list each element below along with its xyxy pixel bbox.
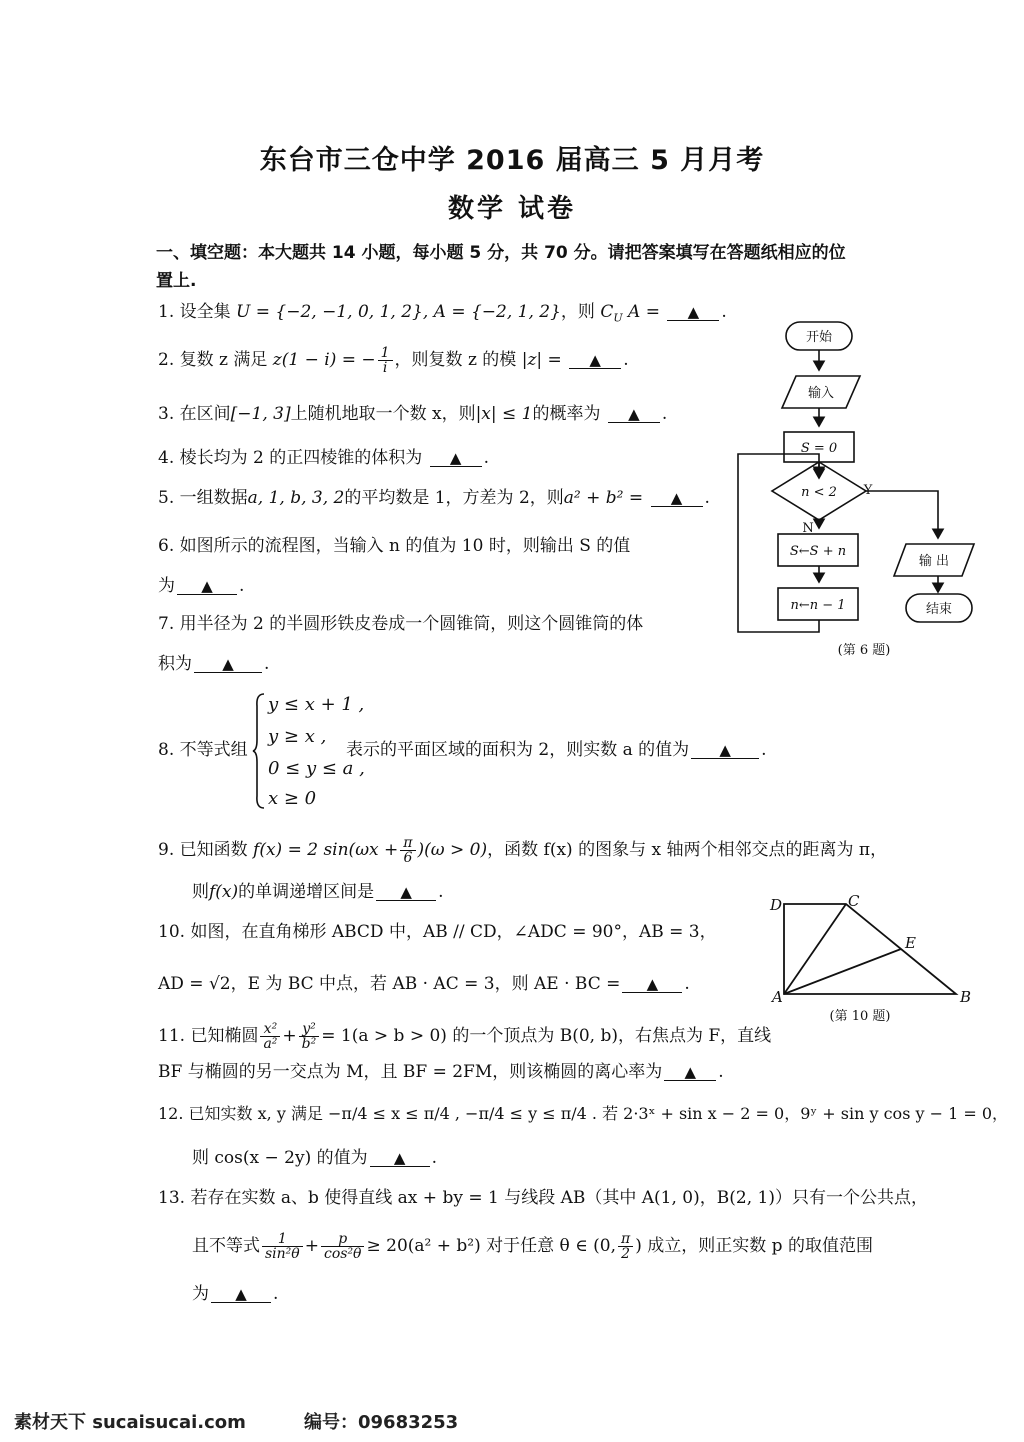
q9-line1b: ，函数 f(x) 的图象与 x 轴两个相邻交点的距离为 π，	[487, 840, 888, 860]
flow-cond-label: n < 2	[801, 485, 837, 500]
q13-line2c: ) 成立，则正实数 p 的取值范围	[635, 1236, 873, 1256]
question-10-line2: AD = √2，E 为 BC 中点，若 AB · AC = 3，则 AE · BC = ▲ .	[158, 974, 690, 994]
q11-d2: b²	[301, 1036, 317, 1052]
q8-constraint-1: y ≤ x + 1 ,	[268, 694, 365, 715]
q5-math: a, 1, b, 3, 2	[247, 488, 345, 508]
q13-line3-text: 为	[192, 1284, 209, 1304]
answer-blank-5[interactable]: ▲	[651, 491, 703, 507]
flow-init-label: S = 0	[800, 441, 838, 456]
q2-after: ，则复数 z 的模	[394, 350, 517, 370]
question-12-line1: 12. 已知实数 x, y 满足 −π/4 ≤ x ≤ π/4 , −π/4 ≤ y ≤ π/4 . 若 2·3ˣ + sin x − 2 = 0，9ʸ + sin y cos y − 1 = 0，	[158, 1104, 1009, 1123]
q3-after: 上随机地取一个数 x，则	[290, 404, 476, 424]
point-C-label: C	[848, 892, 860, 910]
q13-line2b: ≥ 20(a² + b²) 对于任意 θ ∈ (0,	[366, 1236, 617, 1256]
section-instructions-line2: 置上.	[156, 271, 197, 291]
q1-sub: U	[613, 311, 623, 325]
answer-blank-3[interactable]: ▲	[608, 407, 660, 423]
q5-math2: a² + b² =	[563, 488, 644, 508]
question-6-line2: 为 ▲ .	[158, 576, 245, 596]
question-7-line2: 积为 ▲ .	[158, 654, 270, 674]
flow-input-label: 输入	[807, 386, 835, 401]
trapezoid-figure	[764, 892, 984, 1026]
question-9-line2: 则f(x)的单调递增区间是 ▲ .	[192, 882, 444, 902]
question-13-line1: 13. 若存在实数 a、b 使得直线 ax + by = 1 与线段 AB（其中 A(1, 0)，B(2, 1)）只有一个公共点，	[158, 1188, 928, 1208]
flow-no-label: N	[802, 521, 814, 536]
q12-line2-text: 则 cos(x − 2y) 的值为	[192, 1148, 368, 1168]
question-13-line2: 且不等式 $\frac{1}{\text{sin²θ}}$ + $\frac{p}{\text{cos²θ}}$ ≥ 20(a² + b²) 对于任意 θ ∈ (0, $\frac{\pi}{2}$ ) 成立，则正实数 p 的取值范围	[192, 1231, 873, 1262]
question-4: 4. 棱长均为 2 的正四棱锥的体积为 ▲ .	[158, 448, 490, 468]
point-E-label: E	[905, 934, 916, 952]
flow-start-label: 开始	[805, 330, 833, 345]
question-11-line2: BF 与椭圆的另一交点为 M，且 BF = 2FM，则该椭圆的离心率为 ▲ .	[158, 1062, 724, 1082]
point-A-label: A	[772, 988, 783, 1006]
question-13-line3: 为 ▲ .	[192, 1284, 279, 1304]
q9-line1a: 9. 已知函数	[158, 840, 248, 860]
diagonal-AC	[784, 904, 846, 994]
question-6-line1: 6. 如图所示的流程图，当输入 n 的值为 10 时，则输出 S 的值	[158, 536, 631, 556]
flow-step1-label: S←S + n	[789, 544, 847, 559]
answer-blank-4[interactable]: ▲	[430, 451, 482, 467]
q7-line2-text: 积为	[158, 654, 192, 674]
answer-blank-7[interactable]: ▲	[194, 657, 262, 673]
flow-output-label: 输 出	[918, 554, 950, 569]
q1-math: U = {−2, −1, 0, 1, 2}, A = {−2, 1, 2}	[236, 302, 561, 322]
flow-step2-label: n←n − 1	[790, 598, 846, 613]
q9-math2: f(x)	[209, 882, 239, 902]
figure10-caption: (第 10 题)	[829, 1009, 891, 1024]
q13-d1: sin²θ	[265, 1246, 300, 1262]
q13-n2: p	[321, 1232, 365, 1247]
q2-num: 1	[378, 346, 393, 361]
segment-AE	[784, 949, 901, 994]
point-D-label: D	[770, 896, 783, 914]
answer-blank-6[interactable]: ▲	[177, 579, 237, 595]
q13-line2a: 且不等式	[192, 1236, 260, 1256]
q5-after: 的平均数是 1，方差为 2，则	[344, 488, 564, 508]
answer-blank-12[interactable]: ▲	[370, 1151, 430, 1167]
answer-blank-11[interactable]: ▲	[664, 1065, 716, 1081]
page-subtitle: 数学 试卷	[447, 194, 577, 224]
q8-after: 表示的平面区域的面积为 2，则实数 a 的值为	[346, 740, 690, 760]
section-instructions-line1: 一、填空题：本大题共 14 小题，每小题 5 分，共 70 分。请把答案填写在答题纸相应的位	[156, 243, 846, 263]
trapezoid-outline	[784, 904, 956, 994]
q11-line2-text: BF 与椭圆的另一交点为 M，且 BF = 2FM，则该椭圆的离心率为	[158, 1062, 663, 1082]
q2-math: z(1 − i) = −	[272, 350, 376, 370]
question-10-line1: 10. 如图，在直角梯形 ABCD 中，AB // CD，∠ADC = 90°，AB = 3，	[158, 922, 717, 942]
q11-line1b: = 1(a > b > 0) 的一个顶点为 B(0, b)，右焦点为 F，直线	[321, 1026, 772, 1046]
q1-text: 1. 设全集	[158, 302, 231, 322]
q9-line2a: 则	[192, 882, 209, 902]
q3-math2: |x| ≤ 1	[475, 404, 533, 424]
watermark-site: 素材天下 sucaisucai.com	[14, 1412, 246, 1433]
q13-n1: 1	[262, 1232, 303, 1247]
answer-blank-8[interactable]: ▲	[691, 743, 759, 759]
q2-den: i	[382, 360, 388, 376]
question-3: 3. 在区间[−1, 3]上随机地取一个数 x，则|x| ≤ 1的概率为 ▲ .	[158, 404, 668, 424]
question-8-body: 表示的平面区域的面积为 2，则实数 a 的值为 ▲ .	[346, 740, 767, 760]
question-2: 2. 复数 z 满足 z(1 − i) = − $\frac{1}{i}$ ，则复数 z 的模 |z| = ▲ .	[158, 345, 629, 376]
q8-constraint-3: 0 ≤ y ≤ a ,	[268, 758, 365, 779]
flowchart-figure	[720, 316, 1010, 666]
point-B-label: B	[960, 988, 972, 1006]
q9-line2b: 的单调递增区间是	[238, 882, 375, 902]
q1-math3: A =	[628, 302, 660, 322]
question-12-line2: 则 cos(x − 2y) 的值为 ▲ .	[192, 1148, 438, 1168]
watermark-id: 编号：09683253	[304, 1412, 459, 1433]
q11-n2: y²	[299, 1022, 320, 1037]
question-11-line1: 11. 已知椭圆 $\frac{\text{x²}}{\text{a²}}$ + $\frac{\text{y²}}{\text{b²}}$ = 1(a > b > 0) 的一个顶点为 B(0, b)，右焦点为 F，直线	[158, 1021, 772, 1052]
question-7-line1: 7. 用半径为 2 的半圆形铁皮卷成一个圆锥筒，则这个圆锥筒的体	[158, 614, 644, 634]
answer-blank-9[interactable]: ▲	[376, 885, 436, 901]
q13-d3: 2	[621, 1246, 631, 1262]
q11-n1: x²	[260, 1022, 280, 1037]
q8-constraint-2: y ≥ x ,	[268, 726, 327, 747]
q10-line2-text: AD = √2，E 为 BC 中点，若 AB · AC = 3，则 AE · BC =	[158, 974, 621, 994]
q8-constraint-4: x ≥ 0	[268, 788, 317, 809]
q13-d2: cos²θ	[323, 1246, 362, 1262]
q9-den: 6	[403, 850, 413, 866]
answer-blank-13[interactable]: ▲	[211, 1287, 271, 1303]
q9-math1b: )(ω > 0)	[417, 840, 488, 860]
question-9-line1	[158, 836, 887, 865]
q6-line2-text: 为	[158, 576, 175, 596]
page-title: 东台市三仓中学 2016 届高三 5 月月考	[259, 145, 765, 176]
answer-blank-2[interactable]: ▲	[569, 353, 621, 369]
q9-num: π	[400, 836, 415, 851]
flow-caption: (第 6 题)	[837, 643, 891, 658]
answer-blank-1[interactable]: ▲	[667, 305, 719, 321]
q11-line1a: 11. 已知椭圆	[158, 1026, 259, 1046]
flow-end-label: 结束	[925, 602, 953, 617]
q9-math1: f(x) = 2 sin(ωx +	[253, 840, 399, 860]
q3-math: [−1, 3]	[230, 404, 291, 424]
q1-after: ，则	[560, 302, 595, 322]
question-8-label: 8. 不等式组	[158, 740, 248, 760]
question-5: 5. 一组数据a, 1, b, 3, 2的平均数是 1，方差为 2，则a² + b² = ▲ .	[158, 488, 710, 508]
q11-d1: a²	[263, 1036, 278, 1052]
q4-text: 4. 棱长均为 2 的正四棱锥的体积为	[158, 448, 423, 468]
q2-math2: |z| =	[521, 350, 562, 370]
q1-complement: C	[600, 302, 614, 322]
q3-text: 3. 在区间	[158, 404, 231, 424]
q5-text: 5. 一组数据	[158, 488, 248, 508]
flow-yes-label: Y	[863, 483, 873, 498]
q2-text: 2. 复数 z 满足	[158, 350, 268, 370]
question-1: 1. 设全集 U = {−2, −1, 0, 1, 2}, A = {−2, 1, 2}，则 $C_U$ A = ▲ .	[158, 302, 727, 325]
q8-brace	[252, 692, 266, 810]
q13-n3: π	[618, 1232, 633, 1247]
answer-blank-10[interactable]: ▲	[622, 977, 682, 993]
q3-after2: 的概率为	[532, 404, 601, 424]
